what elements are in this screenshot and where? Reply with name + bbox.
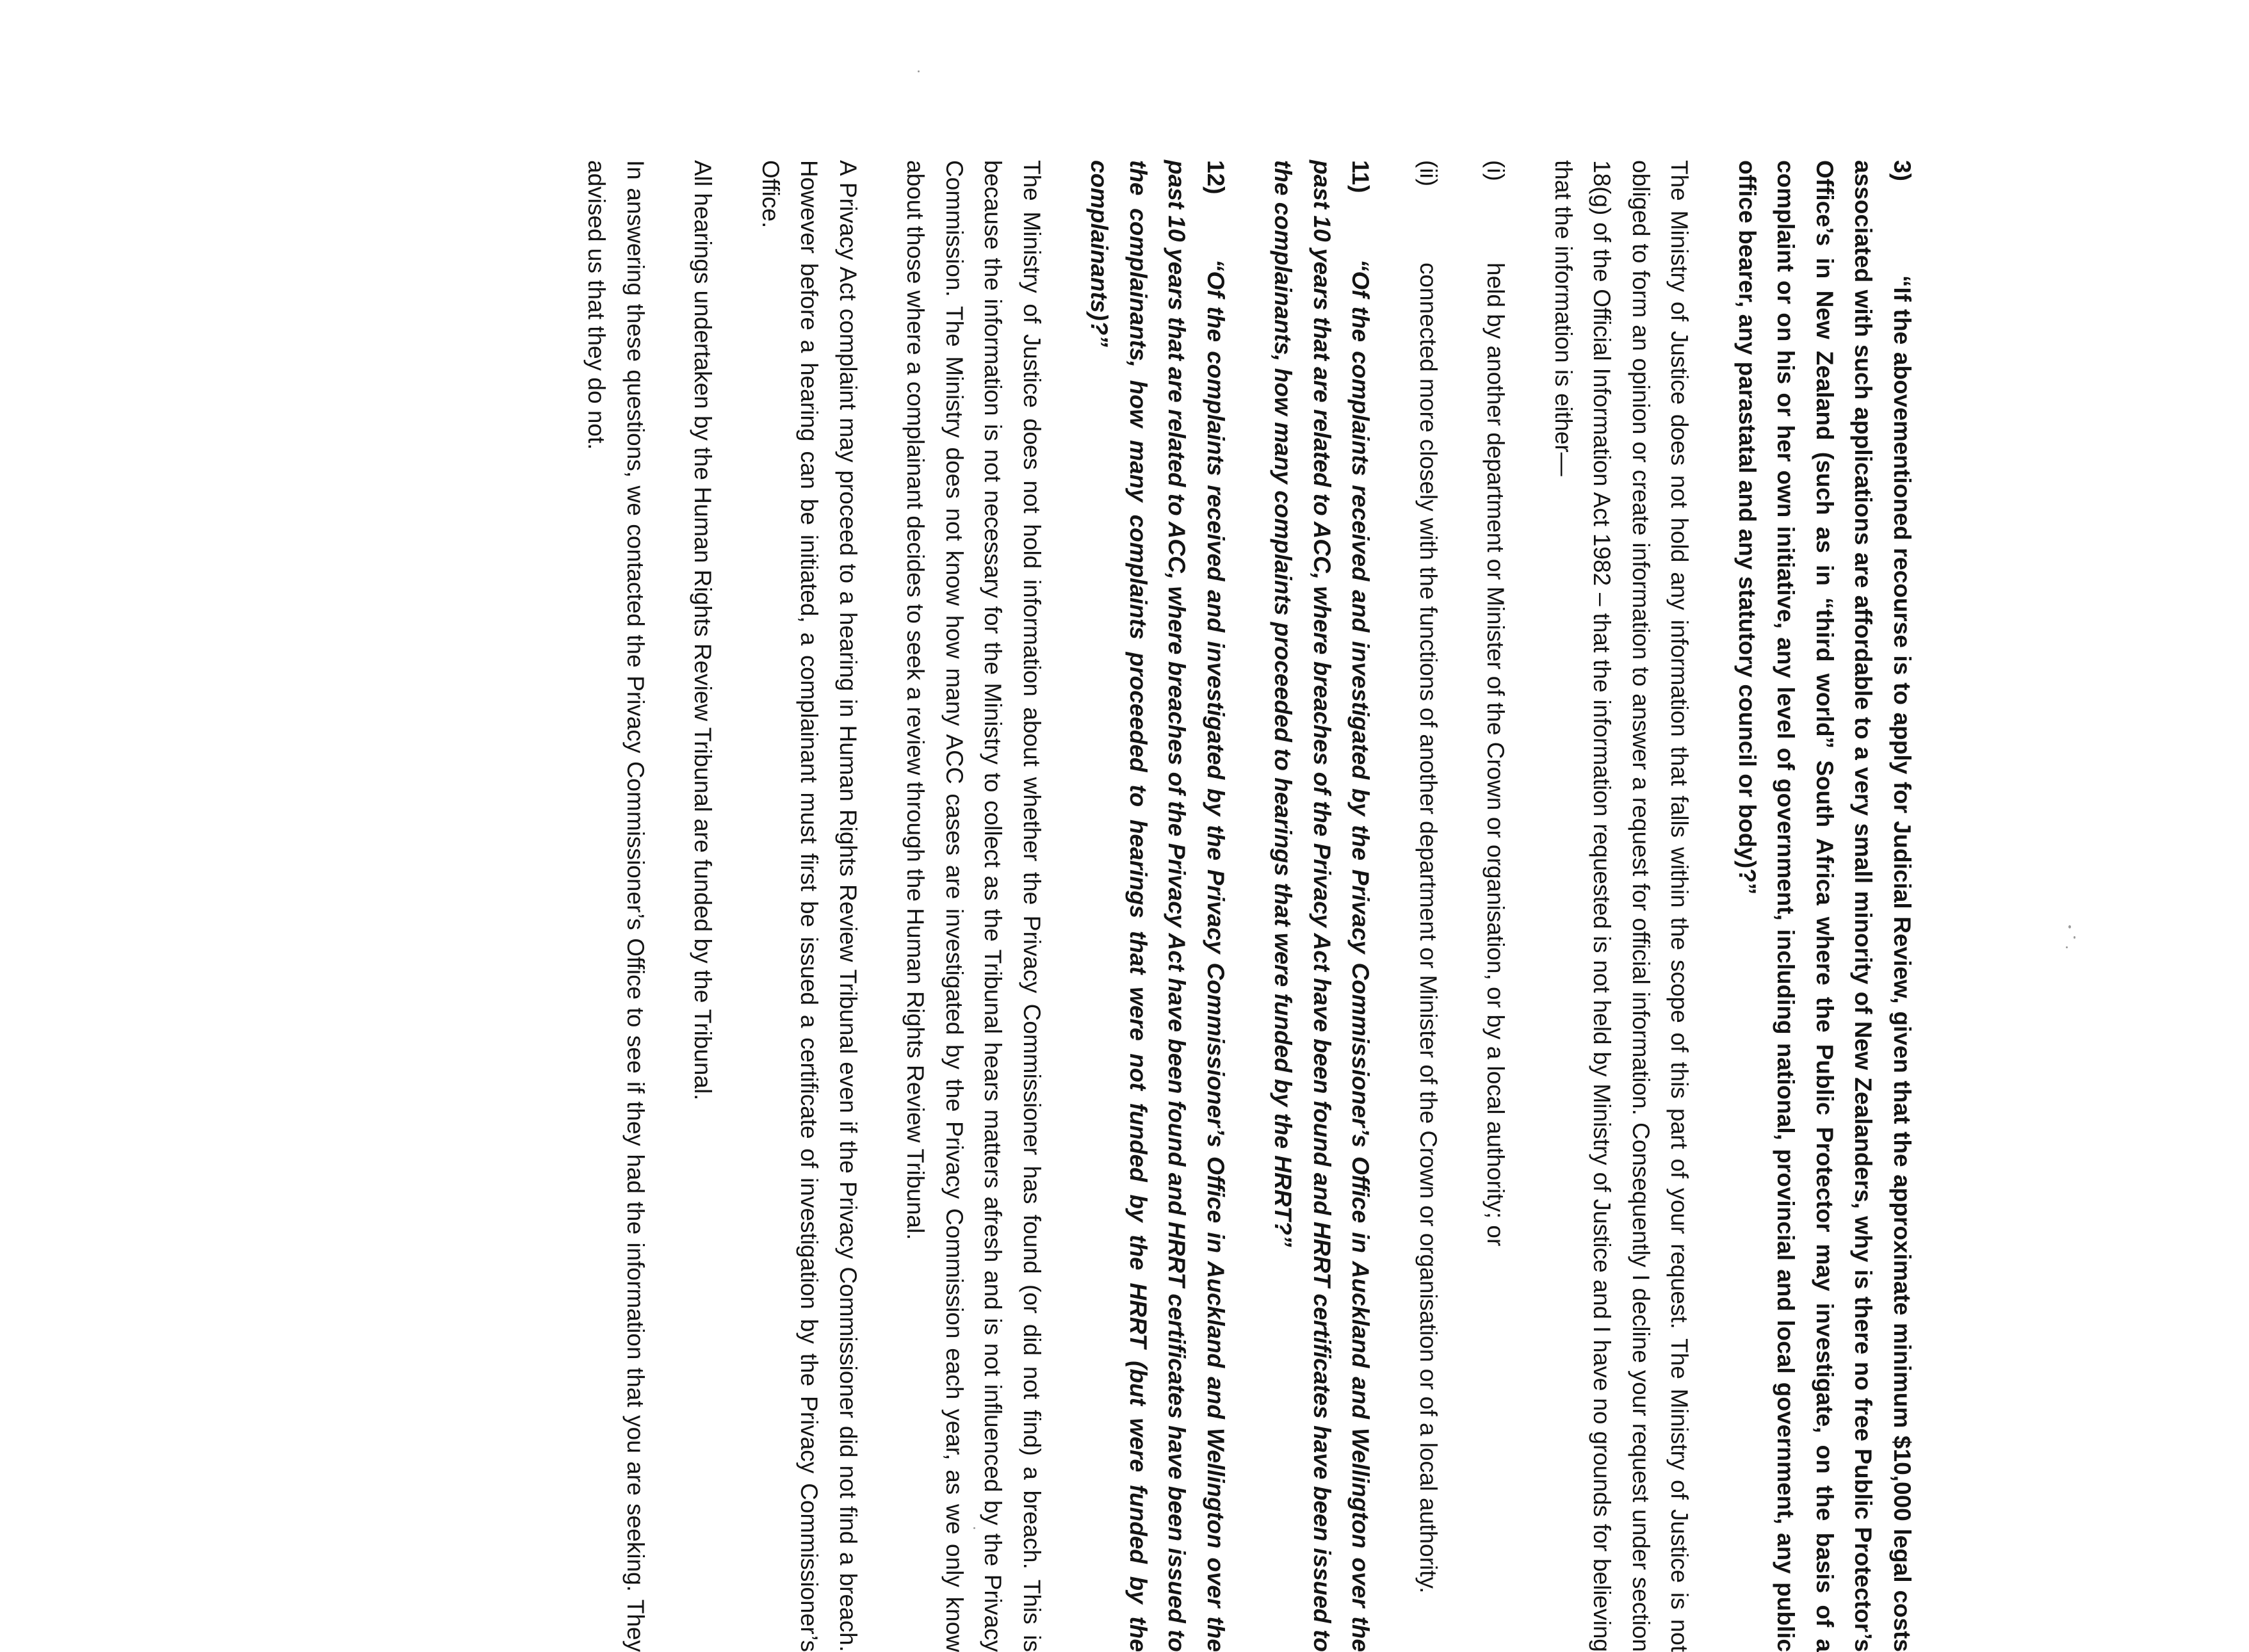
answer-12-paragraph-1: The Ministry of Justice does not hold information about whether the Privacy Commissioner has found (or did not find) a breach. This is because the information is not necessary for the Ministry to collect as the Tribunal hears matters afresh and is not influenced by the Privacy Commission. The Ministry does not know how many ACC cases are investigated by the Privacy Commission each year, as we only know about those where a complainant decides to seek a review through the Human Rights Review Tribunal. xyxy=(902,160,1045,1652)
scan-speck xyxy=(973,1527,975,1529)
question-11-text: “Of the complaints received and investigated by the Privacy Commissioner’s Office in Auckland and Wellington over the past 10 years that are related to ACC, where breaches of the Privacy Act have been found and HRRT certificates have been issued to the complainants, how many complaints proceeded to hearings that were funded by the HRRT?” xyxy=(1270,160,1374,1652)
letter-page xyxy=(275,160,1921,1652)
scan-speck xyxy=(918,70,920,72)
answer-3-paragraph: The Ministry of Justice does not hold any information that falls within the scope of this part of your request. The Ministry of Justice is not obliged to form an opinion or create information to answer a request for official information. Consequently I decline your request under section 18(g) of the Official Information Act 1982 – that the information requested is not held by Ministry of Justice and I have no grounds for believing that the information is either— xyxy=(1550,160,1693,1652)
question-3-number: 3) xyxy=(1889,160,1915,181)
ground-marker-ii: (ii) xyxy=(1415,160,1441,187)
question-11-number: 11) xyxy=(1347,160,1374,193)
question-12-number: 12) xyxy=(1203,160,1229,195)
scan-speck xyxy=(2074,936,2075,939)
question-3-text: “If the abovementioned recourse is to apply for Judicial Review, given that the approximate minimum $10,000 legal costs associated with such applications are affordable to a very small minority of New Zealanders, why is there no free Public Protector’s Office’s in New Zealand (such as in “third world” South Africa where the Public Protector may investigate, on the basis of a complaint or on his or her own initiative, any level of government, including national, provincial and local government, any public office bearer, any parastatal and any statutory council or body)?” xyxy=(1734,160,1915,1652)
ground-item-i xyxy=(1476,160,1515,1652)
question-12-text: “Of the complaints received and investigated by the Privacy Commissioner’s Office in Auckland and Wellington over the past 10 years that are related to ACC, where breaches of the Privacy Act have been found and HRRT certificates have been issued to the complainants, how many complaints proceeded to hearings that were not funded by the HRRT (but were funded by the complainants)?” xyxy=(1086,160,1229,1652)
ground-text-i: held by another department or Minister of the Crown or organisation, or by a local authority; or xyxy=(1482,263,1509,1247)
answer-12-paragraph-4: In answering these questions, we contacted the Privacy Commissioner’s Office to see if they had the information that you are seeking. They advised us that they do not. xyxy=(583,160,649,1652)
question-12 xyxy=(1080,160,1235,1652)
question-3 xyxy=(1728,160,1922,1652)
ground-marker-i: (i) xyxy=(1482,160,1509,181)
ground-text-ii: connected more closely with the functions of another department or Minister of the Crown or organisation or of a local authority. xyxy=(1415,263,1441,1594)
ground-item-ii xyxy=(1409,160,1448,1652)
scan-speck xyxy=(2068,925,2071,928)
answer-12-paragraph-3: All hearings undertaken by the Human Rights Review Tribunal are funded by the Tribunal. xyxy=(690,160,717,1101)
answer-12-paragraph-2: A Privacy Act complaint may proceed to a hearing in Human Rights Review Tribunal even if the Privacy Commissioner did not find a breach. However before a hearing can be initiated, a complainant must first be issued a certificate of investigation by the Privacy Commissioner’s Office. xyxy=(758,160,861,1652)
question-11 xyxy=(1263,160,1380,1652)
scan-speck xyxy=(2066,946,2068,948)
